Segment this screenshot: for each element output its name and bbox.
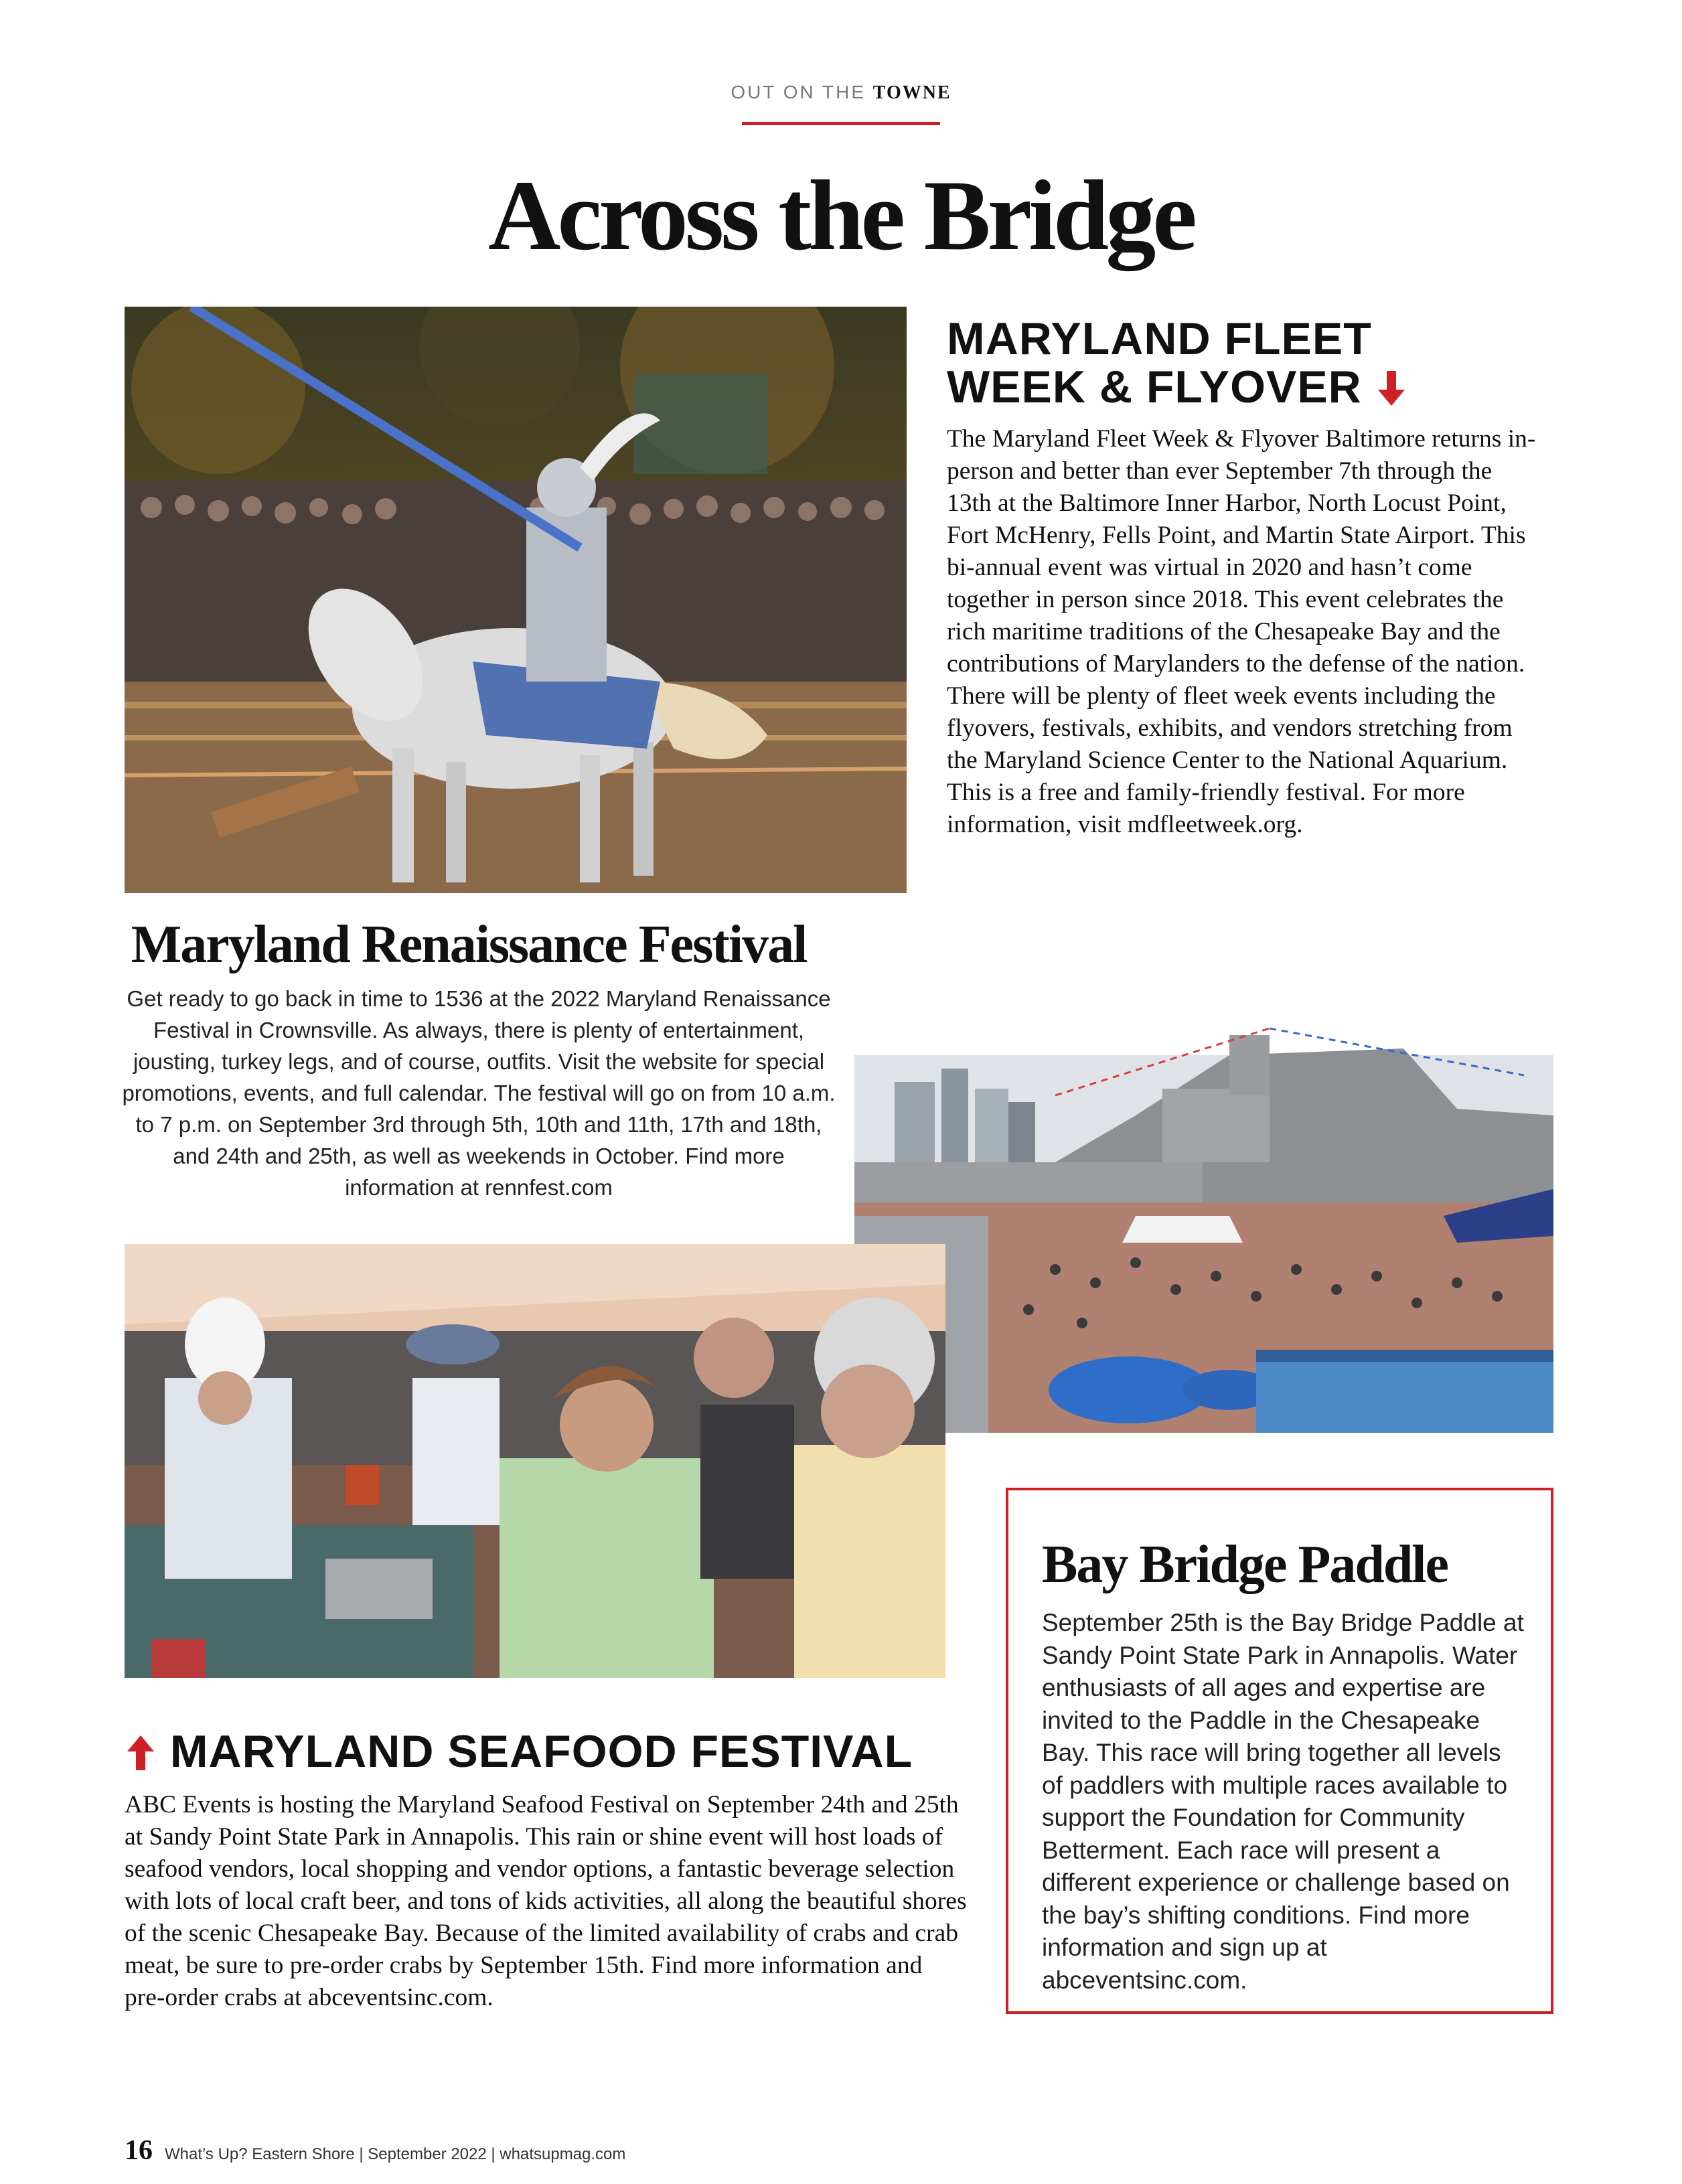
seafood-festival-crowd-photo [125, 1244, 945, 1678]
fleet-week-heading [947, 315, 1549, 414]
arrow-up-icon [125, 1731, 157, 1779]
fleet-week-title-line2: WEEK & FLYOVER [947, 362, 1362, 412]
arrow-down-icon [1375, 366, 1407, 414]
seafood-festival-title: MARYLAND SEAFOOD FESTIVAL [169, 1726, 913, 1777]
page-number: 16 [125, 2135, 153, 2166]
renaissance-festival-body: Get ready to go back in time to 1536 at the 2022 Maryland Renaissance Festival in Crownsville. As always, there is plenty of entertainment, jousting, turkey legs, and of course, outfits. Visit the website for special promotions, events, and full calendar. The festival will go on from 10 a.m. to 7 p.m. on September 3rd through 5th, 10th and 11th, 17th and 18th, and 24th and 25th, as well as weekends in October. Find more information at rennfest.com [122, 986, 836, 1200]
page-footer [125, 2134, 1062, 2167]
footer-publication-info: What’s Up? Eastern Shore | September 2022 | whatsupmag.com [165, 2145, 626, 2163]
section-kicker [0, 82, 1682, 104]
fleet-week-body: The Maryland Fleet Week & Flyover Baltimore returns in-person and better than ever September 7th through the 13th at the Baltimore Inner Harbor, North Locust Point, Fort McHenry, Fells Point, and Martin State Airport. This bi-annual event was virtual in 2020 and hasn’t come together in person since 2018. This event celebrates the rich maritime traditions of the Chesapeake Bay and the contributions of Marylanders to the defense of the nation. There will be plenty of fleet week events including the flyovers, festivals, exhibits, and vendors stretching from the Maryland Science Center to the National Aquarium. This is a free and family-friendly festival. For more information, visit mdfleetweek.org. [947, 425, 1536, 838]
seafood-festival-heading [125, 1727, 955, 1779]
fleet-week-title-line1: MARYLAND FLEET [947, 313, 1372, 364]
fleet-week-title-line2-row [947, 363, 1549, 414]
kicker-lead: OUT ON THE [731, 82, 866, 102]
kicker-emphasis: TOWNE [872, 82, 951, 103]
bay-bridge-paddle-body: September 25th is the Bay Bridge Paddle at Sandy Point State Park in Annapolis. Water enthusiasts of all ages and expertise are invited to the Paddle in the Chesapeake Bay. This race will bring together all levels of paddlers with multiple races available to support the Foundation for Community Betterment. Each race will present a different experience or challenge based on the bay’s shifting conditions. Find more information and sign up at abceventsinc.com. [1042, 1609, 1524, 1994]
kicker-rule [742, 122, 940, 125]
navy-ship-harbor-photo [854, 1015, 1553, 1433]
jousting-knight-photo [125, 307, 907, 893]
renaissance-festival-heading: Maryland Renaissance Festival [131, 915, 807, 974]
page-title: Across the Bridge [488, 160, 1194, 271]
seafood-festival-body: ABC Events is hosting the Maryland Seafood Festival on September 24th and 25th at Sandy Point State Park in Annapolis. This rain or shine event will host loads of seafood vendors, local shopping and vendor options, a fantastic beverage selection with lots of local craft beer, and tons of kids activities, all along the beautiful shores of the scenic Chesapeake Bay. Because of the limited availability of crabs and crab meat, be sure to pre-order crabs by September 15th. Find more information and pre-order crabs at abceventsinc.com. [125, 1791, 967, 2011]
bay-bridge-paddle-heading: Bay Bridge Paddle [1042, 1535, 1448, 1594]
